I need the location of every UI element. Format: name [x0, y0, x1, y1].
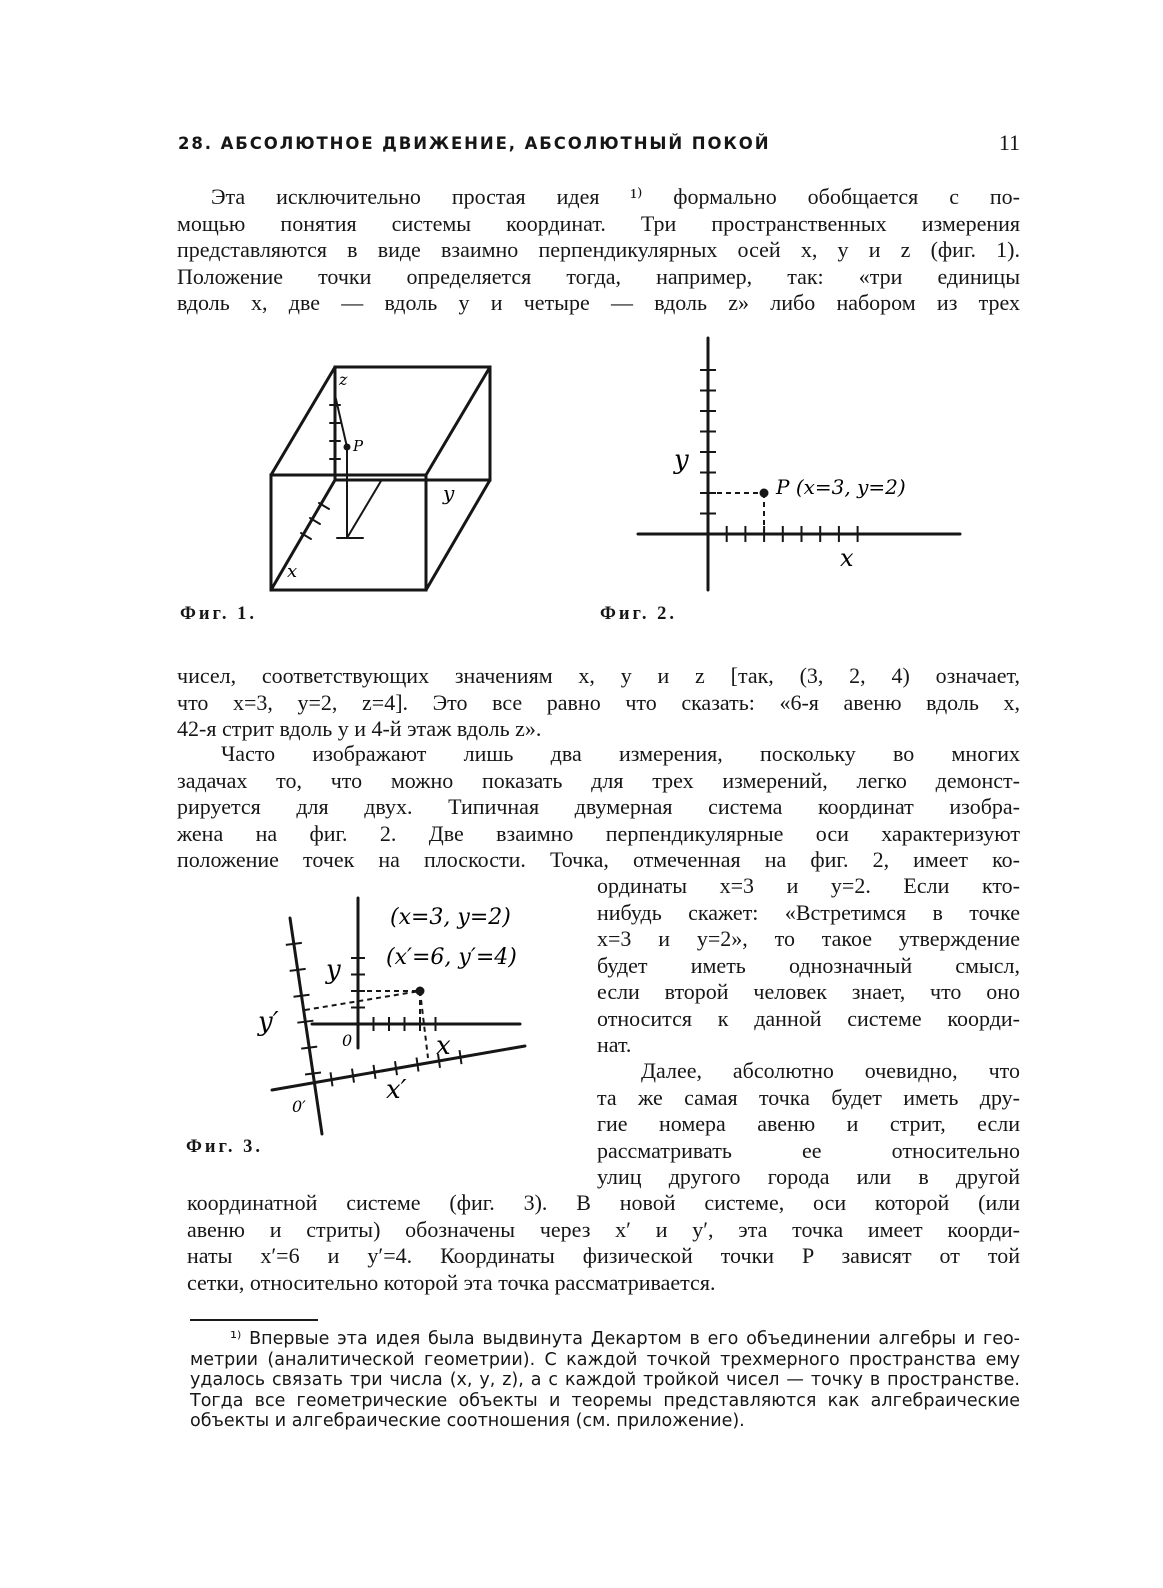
text-line: наты x′=6 и y′=4. Координаты физической точки P зависят от той — [187, 1243, 1020, 1268]
axis-tick — [374, 1065, 376, 1079]
text-line: x=3 и y=2», то такое утверждение — [597, 926, 1020, 951]
axis-tick — [301, 1047, 317, 1049]
axis-tick — [297, 1021, 313, 1023]
point-p-marker — [344, 444, 351, 451]
figure-3-coordinate-diagram — [250, 888, 585, 1143]
text-line: если второй человек знает, что оно — [597, 979, 1020, 1004]
box-back-face — [335, 367, 490, 480]
fig2-ticks — [700, 370, 858, 542]
text-line: мощью понятия системы координат. Три пространственных измерения — [177, 210, 1020, 236]
fig3-y-prime-label: y′ — [258, 1007, 279, 1037]
footnote-line: Тогда все геометрические объекты и теоремы представляются как алгебраические — [190, 1390, 1020, 1411]
paragraph-1 — [177, 184, 1020, 317]
axis-tick — [331, 1072, 333, 1086]
text-line: 42-я стрит вдоль y и 4-й этаж вдоль z». — [177, 716, 542, 741]
text-line: нибудь скажет: «Встретимся в точке — [597, 899, 1020, 925]
fig3-origin-label: 0 — [342, 1031, 353, 1050]
text-line: что x=3, y=2, z=4]. Это все равно что сказать: «6-я авеню вдоль x, — [177, 689, 1020, 715]
footnote — [190, 1329, 1020, 1432]
text-line: авеню и стриты) обозначены через x′ и y′, эта точка имеет коорди- — [187, 1216, 1020, 1242]
text-line: вдоль x, две — вдоль y и четыре — вдоль z» либо набором из трех — [177, 290, 1020, 315]
text-line: Эта исключительно простая идея ¹⁾ формально обобщается с по- — [211, 184, 1020, 209]
fig2-y-label: y — [674, 445, 689, 475]
figure-1-box-diagram — [255, 355, 505, 600]
text-line: ординаты x=3 и y=2. Если кто- — [597, 873, 1020, 898]
point-p-marker — [416, 987, 425, 996]
text-line: положение точек на плоскости. Точка, отмеченная на фиг. 2, имеет ко- — [177, 847, 1020, 872]
paragraph-4-wrap — [597, 1058, 1020, 1191]
footnote-line: ¹⁾ Впервые эта идея была выдвинута Декартом в его объединении алгебры и гео- — [230, 1329, 1020, 1349]
text-line: будет иметь однозначный смысл, — [597, 952, 1020, 978]
text-line: нат. — [597, 1032, 632, 1057]
axis-tick — [395, 1061, 397, 1075]
axis-tick — [290, 969, 306, 971]
text-line: Далее, абсолютно очевидно, что — [641, 1058, 1020, 1083]
text-line: та же самая точка будет иметь дру- — [597, 1084, 1020, 1110]
fig2-point-label: P (x=3, y=2) — [776, 475, 906, 499]
fig1-p-label: P — [353, 437, 364, 455]
paragraph-3-wrap — [597, 873, 1020, 1059]
paragraph-4 — [187, 1190, 1020, 1296]
fig1-z-label: z — [339, 370, 348, 389]
text-line: задачах то, что можно показать для трех измерений, легко демонст- — [177, 767, 1020, 793]
text-line: Часто изображают лишь два измерения, поскольку во многих — [221, 741, 1020, 766]
fig3-coords-1: (x=3, y=2) — [390, 905, 511, 930]
figure-2-caption: Фиг. 2. — [600, 604, 677, 624]
page-number: 11 — [998, 130, 1020, 155]
text-line: жена на фиг. 2. Две взаимно перпендикулярные оси характеризуют — [177, 820, 1020, 846]
running-title: 28. АБСОЛЮТНОЕ ДВИЖЕНИЕ, АБСОЛЮТНЫЙ ПОКОЙ — [178, 134, 771, 153]
axis-tick — [286, 943, 302, 945]
axis-tick — [352, 1069, 354, 1083]
paragraph-3 — [177, 741, 1020, 874]
fig1-y-label: y — [443, 481, 455, 505]
text-line: сетки, относительно которой эта точка рассматривается. — [187, 1269, 716, 1295]
fig2-x-label: x — [840, 544, 854, 572]
fig3-y-label: y — [326, 955, 341, 985]
axis-tick — [417, 1058, 419, 1072]
text-line: рируется для двух. Типичная двумерная система координат изобра- — [177, 794, 1020, 819]
text-line: представляются в виде взаимно перпендикулярных осей x, y и z (фиг. 1). — [177, 237, 1020, 262]
axis-tick — [460, 1050, 462, 1064]
fig3-coords-2: (x′=6, y′=4) — [386, 945, 517, 970]
fig1-x-label: x — [287, 561, 298, 582]
point-p-marker — [760, 489, 769, 498]
text-line: улиц другого города или в другой — [597, 1164, 1020, 1189]
paragraph-2 — [177, 663, 1020, 743]
footnote-line: метрии (аналитической геометрии). С каждой точкой трехмерного пространства ему — [190, 1349, 1020, 1370]
footnote-line: удалось связать три числа (x, y, z), а с каждой тройкой чисел — точку в пространстве. — [190, 1370, 1020, 1390]
text-line: Положение точки определяется тогда, например, так: «три единицы — [177, 263, 1020, 289]
text-line: координатной системе (фиг. 3). В новой системе, оси которой (или — [187, 1190, 1020, 1215]
text-line: рассматривать ее относительно — [597, 1137, 1020, 1163]
figure-2-coordinate-diagram — [630, 330, 965, 595]
text-line: чисел, соответствующих значениям x, y и z [так, (3, 2, 4) означает, — [177, 663, 1020, 688]
figure-1-caption: Фиг. 1. — [180, 604, 257, 624]
fig3-x-label: x — [436, 1031, 451, 1061]
fig3-origin-prime-label: 0′ — [292, 1097, 306, 1116]
footnote-rule — [190, 1319, 318, 1321]
footnote-line: объекты и алгебраические соотношения (см. приложение). — [190, 1411, 745, 1431]
text-line: гие номера авеню и стрит, если — [597, 1111, 1020, 1136]
running-header — [178, 130, 1020, 160]
figure-3-caption: Фиг. 3. — [186, 1137, 263, 1157]
fig3-x-prime-label: x′ — [386, 1075, 407, 1105]
axis-tick — [294, 995, 310, 997]
text-line: относится к данной системе коорди- — [597, 1005, 1020, 1031]
axis-tick — [305, 1073, 321, 1075]
